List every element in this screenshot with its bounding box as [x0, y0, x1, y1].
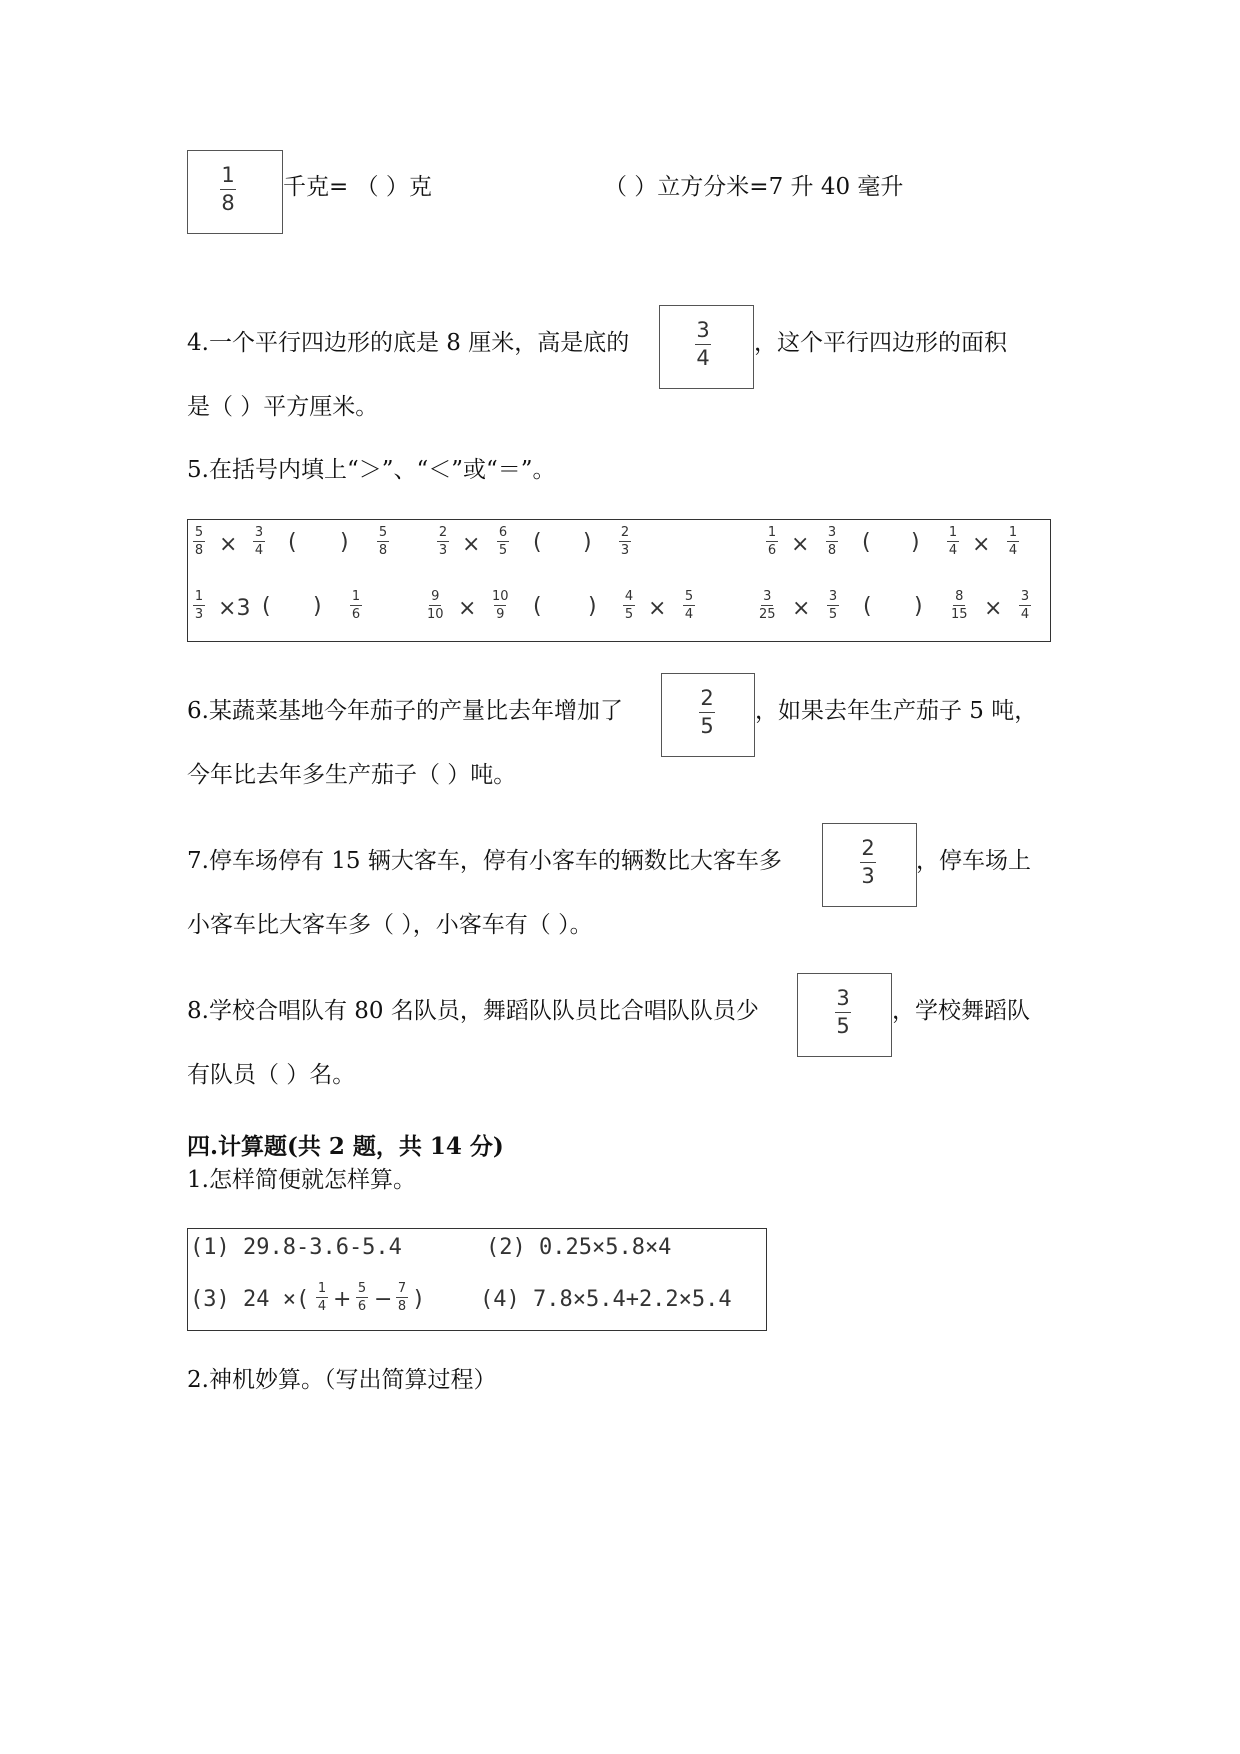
question-1-text: 1.怎样简便就怎样算。: [187, 1167, 416, 1193]
times-sign: ×: [972, 532, 991, 557]
calc-item-3-close: ): [412, 1287, 426, 1312]
fraction: 1 4: [948, 525, 958, 558]
times-sign: ×3: [218, 596, 251, 621]
question-text: （ ）立方分米=7 升 40 毫升: [604, 174, 904, 200]
blank-paren: (: [288, 530, 297, 555]
blank-paren: (: [533, 530, 542, 555]
fraction: 3 4: [254, 525, 264, 558]
question-6-text: 今年比去年多生产茄子（ ）吨。: [187, 762, 517, 788]
fraction: 3 8: [827, 525, 837, 558]
blank-paren: (: [262, 594, 271, 619]
fraction: 1 3: [194, 589, 204, 622]
fraction: 2 3: [861, 836, 875, 888]
fraction: 1 6: [767, 525, 777, 558]
times-sign: ×: [792, 596, 811, 621]
blank-paren: (: [533, 594, 542, 619]
blank-paren: (: [862, 530, 871, 555]
fraction: 2 3: [620, 525, 630, 558]
question-6-text: ，如果去年生产茄子 5 吨，: [755, 698, 1038, 724]
denominator: 8: [221, 191, 235, 215]
fraction: 1 6: [351, 589, 361, 622]
fraction: 3 4: [696, 318, 710, 370]
section-heading: 四.计算题(共 2 题，共 14 分): [187, 1133, 504, 1160]
question-text: 千克= （ ）克: [283, 174, 432, 200]
fraction: 8 15: [951, 589, 968, 622]
question-4-text: 4.一个平行四边形的底是 8 厘米，高是底的: [187, 330, 630, 356]
fraction: 4 5: [624, 589, 634, 622]
minus-sign: −: [374, 1287, 393, 1312]
question-4-text: 是（ ）平方厘米。: [187, 394, 379, 420]
question-2-text: 2.神机妙算。（写出简算过程）: [187, 1367, 497, 1393]
fraction: 5 6: [357, 1281, 367, 1314]
fraction: 5 8: [378, 525, 388, 558]
fraction: 6 5: [498, 525, 508, 558]
question-6-text: 6.某蔬菜基地今年茄子的产量比去年增加了: [187, 698, 623, 724]
question-7-text: 7.停车场停有 15 辆大客车，停有小客车的辆数比大客车多: [187, 848, 782, 874]
calc-item-1: (1) 29.8-3.6-5.4: [190, 1235, 402, 1260]
fraction: 3 5: [828, 589, 838, 622]
question-8-text: 8.学校合唱队有 80 名队员，舞蹈队队员比合唱队队员少: [187, 998, 759, 1024]
fraction: 7 8: [397, 1281, 407, 1314]
fraction: 9 10: [427, 589, 444, 622]
times-sign: ×: [219, 532, 238, 557]
fraction: 10 9: [492, 589, 509, 622]
times-sign: ×: [462, 532, 481, 557]
calc-item-3: (3) 24 ×(: [190, 1287, 310, 1312]
question-7-text: 小客车比大客车多（ ），小客车有（ ）。: [187, 912, 593, 938]
times-sign: ×: [458, 596, 477, 621]
fraction: 2 5: [700, 686, 714, 738]
question-4-text: ，这个平行四边形的面积: [754, 330, 1007, 356]
fraction: 1 4: [1008, 525, 1018, 558]
blank-paren: ): [340, 530, 349, 555]
fraction: 3 25: [759, 589, 776, 622]
blank-paren: ): [588, 594, 597, 619]
fraction: 5 4: [684, 589, 694, 622]
times-sign: ×: [648, 596, 667, 621]
blank-paren: ): [914, 594, 923, 619]
times-sign: ×: [791, 532, 810, 557]
blank-paren: (: [863, 594, 872, 619]
question-8-text: ，学校舞蹈队: [892, 998, 1030, 1024]
fraction: [220, 165, 236, 214]
fraction: 5 8: [194, 525, 204, 558]
blank-paren: ): [313, 594, 322, 619]
question-7-text: ，停车场上: [916, 848, 1031, 874]
fraction: 2 3: [438, 525, 448, 558]
calc-item-4: (4) 7.8×5.4+2.2×5.4: [480, 1287, 732, 1312]
fraction: 3 4: [1020, 589, 1030, 622]
numerator: 1: [221, 163, 235, 187]
fraction: 3 5: [836, 986, 850, 1038]
times-sign: ×: [984, 596, 1003, 621]
question-8-text: 有队员（ ）名。: [187, 1062, 356, 1088]
blank-paren: ): [911, 530, 920, 555]
plus-sign: +: [333, 1287, 352, 1312]
calc-item-2: (2) 0.25×5.8×4: [486, 1235, 672, 1260]
fraction: 1 4: [317, 1281, 327, 1314]
blank-paren: ): [583, 530, 592, 555]
question-5-text: 5.在括号内填上“＞”、“＜”或“＝”。: [187, 457, 556, 483]
